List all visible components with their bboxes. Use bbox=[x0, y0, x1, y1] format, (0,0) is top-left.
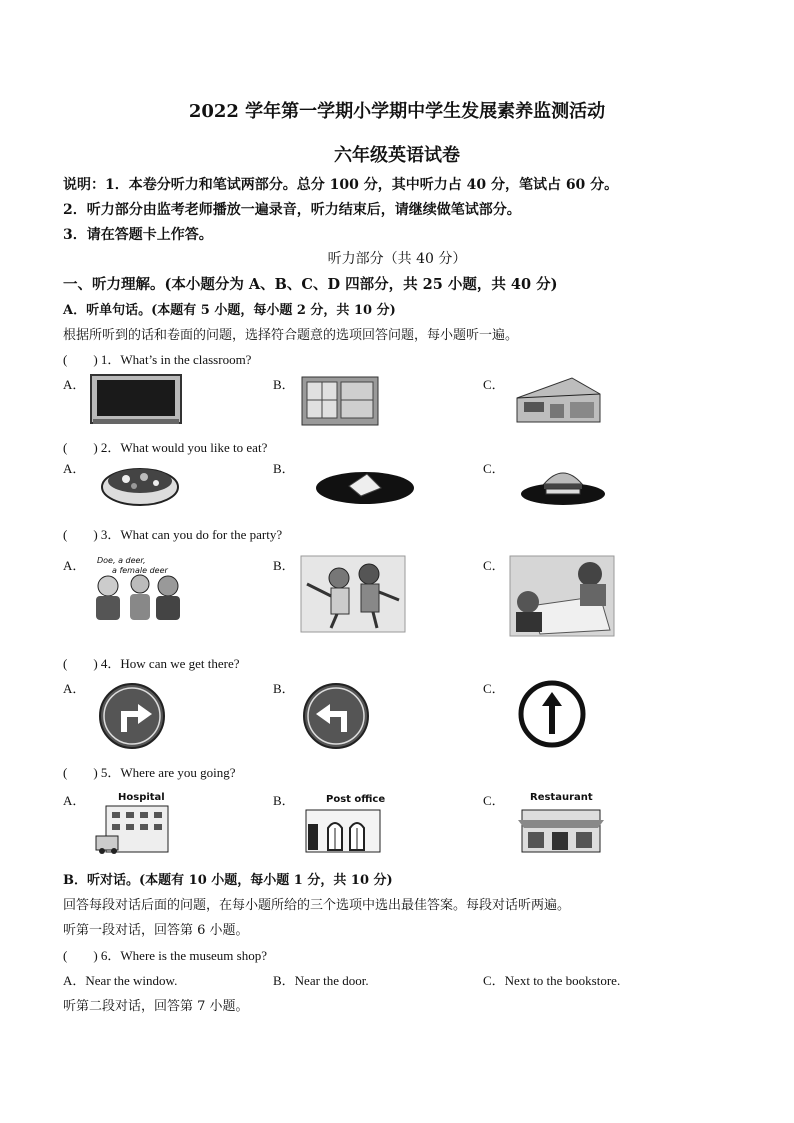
exam-title: 2022 学年第一学期小学期中学生发展素养监测活动 bbox=[188, 101, 606, 122]
instruction-2: 2．听力部分由监考老师播放一遍录音，听力结束后，请继续做笔试部分。 bbox=[63, 202, 521, 218]
sectionB-desc: 回答每段对话后面的问题，在每小题所给的三个选项中选出最佳答案。每段对话听两遍。 bbox=[63, 898, 571, 913]
hospital-sign: Hospital bbox=[118, 792, 165, 803]
kungfu-image bbox=[301, 556, 405, 632]
question-4: ( ) 4．How can we get there? bbox=[63, 656, 240, 671]
hospital-building-drawing bbox=[96, 804, 172, 854]
q3-option-c-label: C． bbox=[483, 558, 505, 573]
q4-option-c-label: C． bbox=[483, 681, 505, 696]
sectionA-heading: A．听单句话。(本题有 5 小题，每小题 2 分，共 10 分) bbox=[63, 303, 396, 318]
turn-left-sign-icon bbox=[302, 682, 370, 750]
instruction-3: 3．请在答题卡上作答。 bbox=[63, 227, 213, 243]
dialog-1-instruction: 听第一段对话，回答第 6 小题。 bbox=[63, 923, 249, 938]
question-6: ( ) 6．Where is the museum shop? bbox=[63, 948, 267, 963]
sectionB-heading: B．听对话。(本题有 10 小题，每小题 1 分，共 10 分) bbox=[63, 873, 393, 888]
question-1: ( ) 1．What’s in the classroom? bbox=[63, 352, 252, 367]
q4-option-a-label: A． bbox=[63, 681, 86, 696]
turn-right-sign-icon bbox=[98, 682, 166, 750]
sectionA-desc: 根据所听到的话和卷面的问题，选择符合题意的选项回答问题，每小题听一遍。 bbox=[63, 328, 519, 343]
q5-option-c-label: C． bbox=[483, 793, 505, 808]
q1-option-c-label: C． bbox=[483, 377, 505, 392]
question-3: ( ) 3．What can you do for the party? bbox=[63, 527, 283, 542]
song-lyric-2: a female deer bbox=[112, 566, 168, 575]
post-office-sign: Post office bbox=[326, 794, 386, 805]
q5-option-a-label: A． bbox=[63, 793, 86, 808]
dialog-2-instruction: 听第二段对话，回答第 7 小题。 bbox=[63, 999, 249, 1014]
window-image bbox=[301, 376, 379, 426]
blackboard-image bbox=[90, 374, 182, 426]
listening-heading: 听力部分（共 40 分） bbox=[327, 251, 467, 267]
cake-slice-image bbox=[315, 466, 415, 506]
q2-option-b-label: B． bbox=[273, 461, 295, 476]
part1-heading: 一、听力理解。(本小题分为 A、B、C、D 四部分，共 25 小题，共 40 分) bbox=[63, 276, 558, 293]
q3-option-a-label: A． bbox=[63, 558, 86, 573]
go-straight-sign-icon bbox=[518, 680, 586, 748]
song-lyric-1: Doe, a deer, bbox=[97, 556, 146, 565]
instruction-1: 说明：1．本卷分听力和笔试两部分。总分 100 分，其中听力占 40 分，笔试占 60 分。 bbox=[63, 177, 619, 193]
q1-option-b-label: B． bbox=[273, 377, 295, 392]
salad-image bbox=[100, 457, 180, 509]
classroom-image bbox=[512, 376, 602, 426]
q4-option-b-label: B． bbox=[273, 681, 295, 696]
question-5: ( ) 5．Where are you going? bbox=[63, 765, 236, 780]
q1-option-a-label: A． bbox=[63, 377, 86, 392]
exam-subtitle: 六年级英语试卷 bbox=[334, 145, 460, 166]
q6-option-a: A．Near the window. bbox=[63, 973, 178, 988]
restaurant-sign: Restaurant bbox=[530, 792, 593, 803]
post-office-building-drawing bbox=[304, 806, 382, 852]
q6-option-c: C．Next to the bookstore. bbox=[483, 973, 621, 988]
question-2: ( ) 2．What would you like to eat? bbox=[63, 440, 268, 455]
restaurant-building-drawing bbox=[518, 806, 604, 854]
q2-option-c-label: C． bbox=[483, 461, 505, 476]
singing-children-drawing bbox=[90, 572, 190, 622]
q2-option-a-label: A． bbox=[63, 461, 86, 476]
q5-option-b-label: B． bbox=[273, 793, 295, 808]
q3-option-b-label: B． bbox=[273, 558, 295, 573]
hamburger-image bbox=[520, 460, 606, 506]
q6-option-b: B．Near the door. bbox=[273, 973, 369, 988]
drawing-kids-image bbox=[510, 556, 614, 636]
